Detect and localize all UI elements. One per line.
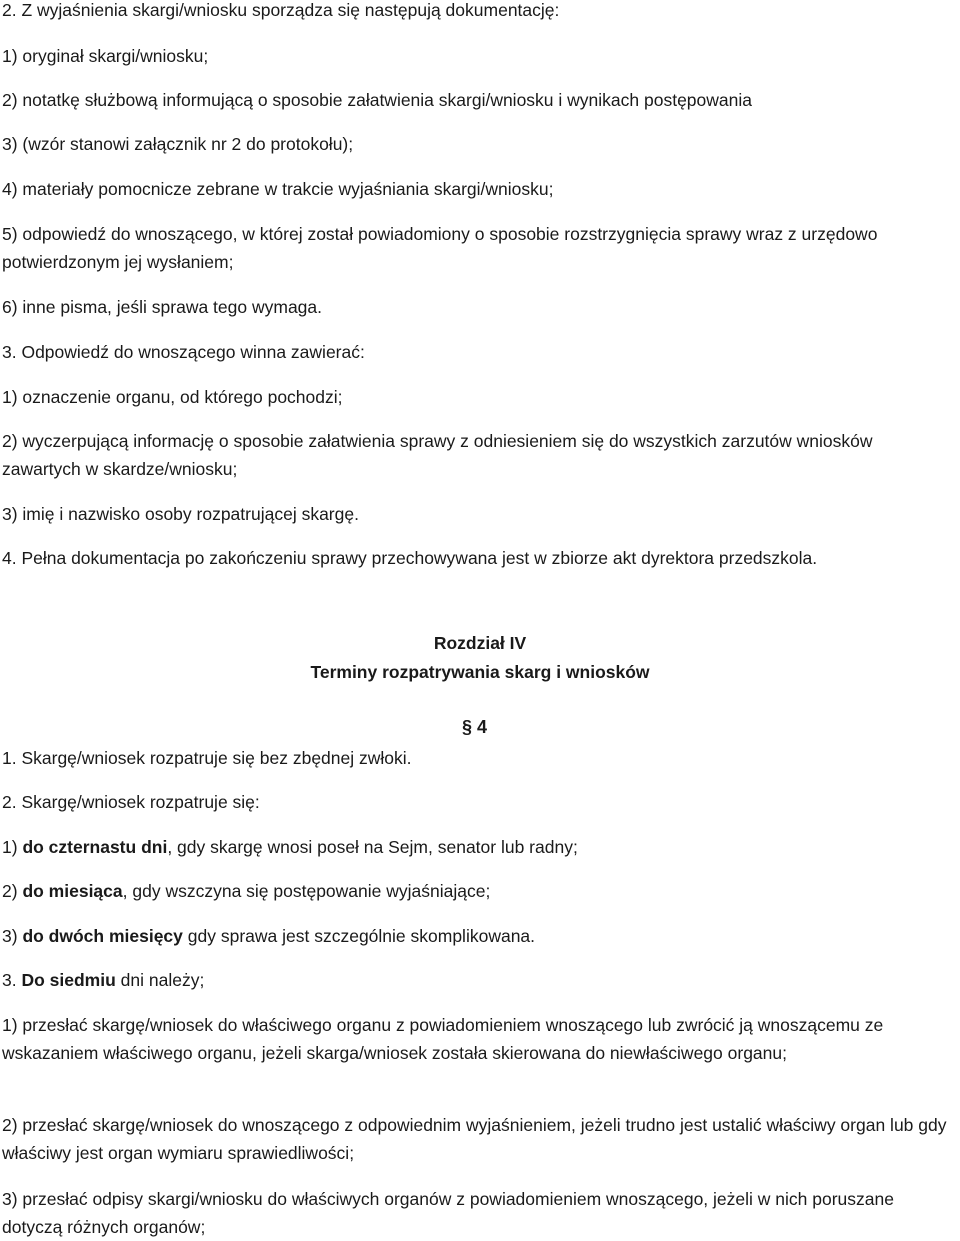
list-item: 6) inne pisma, jeśli sprawa tego wymaga.	[2, 297, 323, 317]
section-mark: § 4	[462, 717, 488, 737]
list-item: 3) do dwóch miesięcy gdy sprawa jest szczególnie skomplikowana.	[2, 926, 536, 946]
list-item: 1) oznaczenie organu, od którego pochodzi;	[2, 387, 343, 407]
paragraph-3-seven-days: 3. Do siedmiu dni należy;	[2, 970, 205, 990]
list-item: 2) do miesiąca, gdy wszczyna się postępowanie wyjaśniające;	[2, 881, 491, 901]
list-item: 3) przesłać odpisy skargi/wniosku do właściwych organów z powiadomieniem wnoszącego, jeżeli w nich poruszane dotyczą różnych organów;	[2, 1189, 894, 1237]
paragraph-2-deadlines: 2. Skargę/wniosek rozpatruje się:	[2, 792, 260, 812]
chapter-title: Rozdział IV	[433, 633, 527, 653]
list-item: 2) notatkę służbową informującą o sposobie załatwienia skargi/wniosku i wynikach postępowania	[2, 90, 752, 110]
list-item: 2) wyczerpującą informację o sposobie załatwienia sprawy z odniesieniem się do wszystkich zarzutów wniosków zawartych w skardze/wniosku;	[2, 431, 873, 479]
list-item: 1) oryginał skargi/wniosku;	[2, 46, 209, 66]
paragraph-4-archive: 4. Pełna dokumentacja po zakończeniu sprawy przechowywana jest w zbiorze akt dyrektora przedszkola.	[2, 548, 818, 568]
list-item: 3) imię i nazwisko osoby rozpatrującej skargę.	[2, 504, 359, 524]
list-item: 2) przesłać skargę/wniosek do wnoszącego z odpowiednim wyjaśnieniem, jeżeli trudno jest ustalić właściwy organ lub gdy właściwy jest organ wymiaru sprawiedliwości;	[2, 1115, 947, 1163]
chapter-subtitle: Terminy rozpatrywania skarg i wniosków	[310, 662, 650, 682]
paragraph-2-documentation: 2. Z wyjaśnienia skargi/wniosku sporządza się następują dokumentację:	[2, 0, 560, 20]
list-item: 1) przesłać skargę/wniosek do właściwego organu z powiadomieniem wnoszącego lub zwrócić ją wnoszącemu ze wskazaniem właściwego organu, jeżeli skarga/wniosek została skierowana do niewłaściwego organu;	[2, 1015, 884, 1063]
list-item: 3) (wzór stanowi załącznik nr 2 do protokołu);	[2, 134, 354, 154]
list-item: 1) do czternastu dni, gdy skargę wnosi poseł na Sejm, senator lub radny;	[2, 837, 578, 857]
paragraph-1-no-delay: 1. Skargę/wniosek rozpatruje się bez zbędnej zwłoki.	[2, 748, 412, 768]
list-item: 5) odpowiedź do wnoszącego, w której został powiadomiony o sposobie rozstrzygnięcia sprawy wraz z urzędowo potwierdzonym jej wysłaniem;	[2, 224, 878, 272]
list-item: 4) materiały pomocnicze zebrane w trakcie wyjaśniania skargi/wniosku;	[2, 179, 554, 199]
paragraph-3-reply: 3. Odpowiedź do wnoszącego winna zawierać:	[2, 342, 365, 362]
